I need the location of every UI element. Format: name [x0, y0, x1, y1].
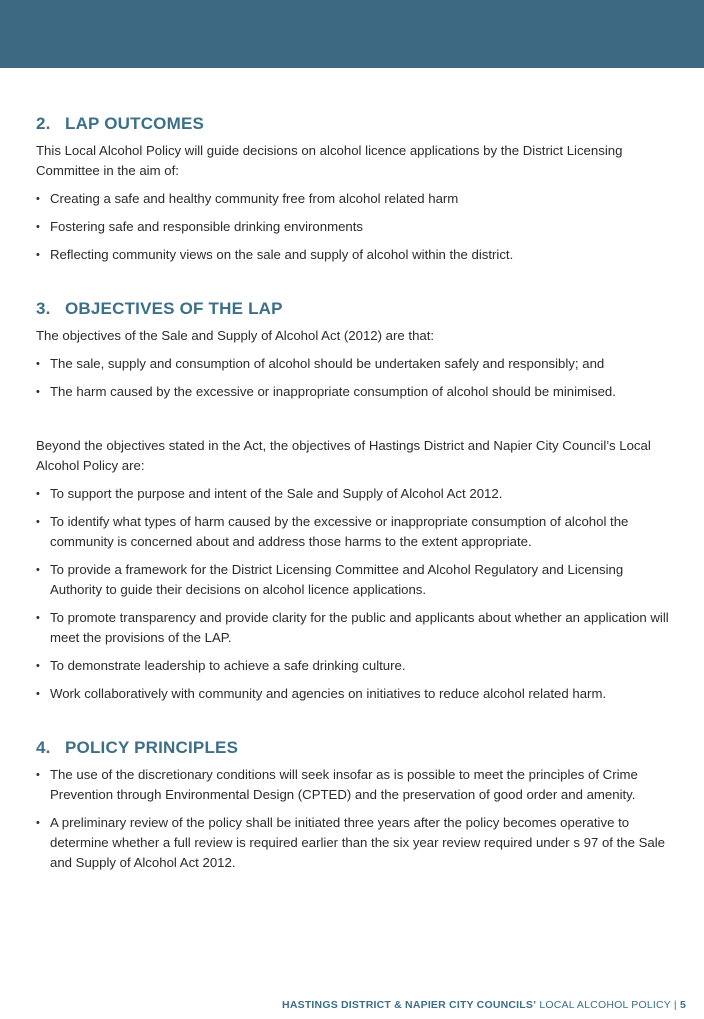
footer-org: HASTINGS DISTRICT & NAPIER CITY COUNCILS’: [282, 999, 537, 1011]
page-number: 5: [679, 999, 686, 1011]
bullet-list-secondary: [36, 484, 676, 704]
section-policy-principles: [36, 738, 676, 873]
section-heading: [36, 738, 676, 758]
list-item: • To demonstrate leadership to achieve a safe drinking culture.: [36, 656, 676, 676]
footer-separator: |: [670, 999, 680, 1011]
list-item: • Work collaboratively with community and agencies on initiatives to reduce alcohol related harm.: [36, 684, 676, 704]
section-number: 2.: [36, 114, 51, 133]
list-item: • To support the purpose and intent of the Sale and Supply of Alcohol Act 2012.: [36, 484, 676, 504]
list-item: • The sale, supply and consumption of alcohol should be undertaken safely and responsibly; and: [36, 354, 676, 374]
section-title: POLICY PRINCIPLES: [65, 738, 239, 757]
bullet-list: [36, 354, 676, 402]
list-item: • Creating a safe and healthy community free from alcohol related harm: [36, 189, 676, 209]
bullet-list: [36, 765, 676, 873]
section-number: 3.: [36, 299, 51, 318]
section-objectives: [36, 299, 676, 704]
section-intro: The objectives of the Sale and Supply of Alcohol Act (2012) are that:: [36, 328, 435, 343]
list-item: • To promote transparency and provide clarity for the public and applicants about whether an application will meet the provisions of the LAP.: [36, 608, 676, 648]
list-item: • A preliminary review of the policy shall be initiated three years after the policy becomes operative to determine whether a full review is required earlier than the six year review required under s 97 of the Sale and Supply of Alcohol Act 2012.: [36, 813, 676, 873]
list-item: • The harm caused by the excessive or inappropriate consumption of alcohol should be minimised.: [36, 382, 676, 402]
list-item: • Reflecting community views on the sale and supply of alcohol within the district.: [36, 245, 676, 265]
section-title: OBJECTIVES OF THE LAP: [65, 299, 283, 318]
list-item: • Fostering safe and responsible drinking environments: [36, 217, 676, 237]
list-item: • To provide a framework for the District Licensing Committee and Alcohol Regulatory and Licensing Authority to guide their decisions on alcohol licence applications.: [36, 560, 676, 600]
section-intro: This Local Alcohol Policy will guide decisions on alcohol licence applications by the District Licensing Committee in the aim of:: [36, 143, 623, 178]
list-item: • The use of the discretionary conditions will seek insofar as is possible to meet the principles of Crime Prevention through Environmental Design (CPTED) and the preservation of good order and amenity.: [36, 765, 676, 805]
section-intro-secondary: Beyond the objectives stated in the Act, the objectives of Hastings District and Napier City Council’s Local Alcohol Policy are:: [36, 438, 651, 473]
section-title: LAP OUTCOMES: [65, 114, 205, 133]
header-bar: [0, 0, 704, 68]
section-heading: [36, 299, 676, 319]
section-number: 4.: [36, 738, 51, 757]
section-lap-outcomes: [36, 114, 676, 265]
footer-doc-title: LOCAL ALCOHOL POLICY: [536, 999, 671, 1011]
page-content: [36, 114, 676, 907]
list-item: • To identify what types of harm caused by the excessive or inappropriate consumption of alcohol the community is concerned about and address those harms to the extent appropriate.: [36, 512, 676, 552]
bullet-list: [36, 189, 676, 265]
page-footer: [282, 999, 686, 1011]
section-heading: [36, 114, 676, 134]
